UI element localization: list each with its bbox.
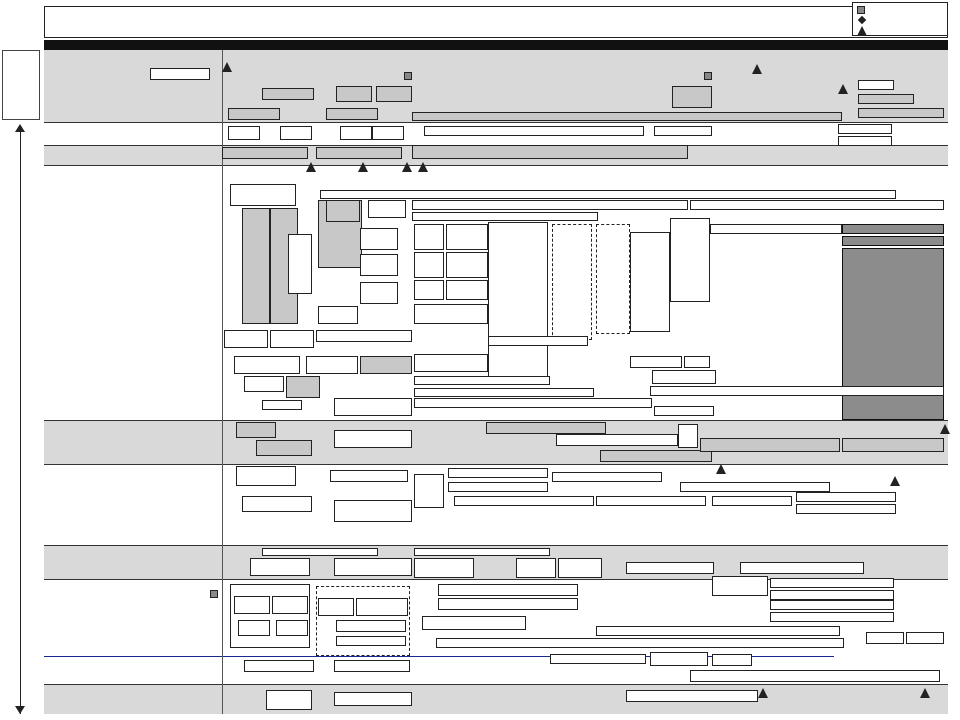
milestone-icon	[940, 424, 950, 434]
separator	[44, 165, 948, 166]
milestone-icon	[306, 162, 316, 172]
process-box	[414, 354, 488, 372]
process-box	[486, 422, 606, 434]
process-box	[454, 496, 594, 506]
legend-diamond-icon	[858, 16, 866, 24]
process-box	[356, 598, 408, 616]
process-box	[334, 558, 412, 576]
process-box	[414, 252, 444, 278]
process-box	[414, 558, 474, 578]
process-box	[414, 388, 594, 397]
process-box	[150, 68, 210, 80]
process-box	[228, 126, 260, 140]
process-box	[652, 370, 716, 384]
process-box	[334, 660, 410, 672]
process-box	[336, 636, 406, 646]
process-box	[318, 306, 358, 324]
separator	[44, 684, 948, 685]
process-box	[334, 398, 412, 416]
process-box	[414, 376, 550, 385]
process-box	[906, 632, 944, 644]
process-box	[680, 482, 830, 492]
process-box	[446, 280, 488, 300]
process-box	[320, 190, 896, 199]
process-box	[360, 228, 398, 250]
process-box	[412, 145, 688, 159]
milestone-icon	[716, 464, 726, 474]
process-box	[372, 126, 404, 140]
separator	[44, 545, 948, 546]
process-box	[412, 200, 688, 210]
process-box	[414, 280, 444, 300]
process-box	[842, 224, 944, 234]
process-box	[700, 438, 840, 452]
process-box	[842, 236, 944, 246]
process-box	[448, 468, 548, 478]
milestone-icon	[838, 84, 848, 94]
milestone-icon	[890, 476, 900, 486]
milestone-icon	[920, 688, 930, 698]
process-box	[596, 626, 840, 636]
process-box	[242, 496, 312, 512]
process-box	[556, 434, 678, 446]
header-area	[44, 6, 948, 38]
process-box	[446, 224, 488, 250]
phase-header-bar	[44, 40, 948, 50]
process-box	[318, 598, 354, 616]
process-box	[842, 438, 944, 452]
process-box	[286, 376, 320, 398]
process-box	[234, 596, 270, 614]
dashed-box	[552, 224, 592, 340]
process-box	[438, 584, 578, 596]
process-box	[438, 598, 578, 610]
process-box	[336, 620, 406, 632]
separator	[44, 420, 948, 421]
process-box	[626, 690, 758, 702]
process-box	[424, 126, 644, 136]
process-box	[288, 234, 312, 294]
process-box	[678, 424, 698, 448]
process-box	[600, 450, 712, 462]
process-box	[360, 254, 398, 276]
legend-milestone-icon	[857, 26, 867, 36]
milestone-icon	[358, 162, 368, 172]
process-box	[858, 94, 914, 104]
milestone-icon	[402, 162, 412, 172]
process-box	[230, 584, 310, 648]
process-box	[770, 600, 894, 610]
milestone-icon	[752, 64, 762, 74]
process-box	[712, 496, 792, 506]
process-box	[488, 336, 588, 346]
process-box	[838, 136, 892, 146]
process-box	[368, 200, 406, 218]
process-box	[650, 386, 944, 396]
process-box	[266, 690, 312, 710]
process-box	[684, 356, 710, 368]
process-box	[712, 576, 768, 596]
process-box	[558, 558, 602, 578]
axis-arrow-bottom-icon	[15, 706, 25, 714]
process-box	[336, 86, 372, 102]
process-box	[650, 652, 708, 666]
process-box	[690, 200, 944, 210]
process-box	[228, 108, 280, 120]
process-box	[262, 548, 378, 556]
process-box	[236, 466, 296, 486]
process-box	[222, 147, 308, 159]
process-box	[414, 398, 652, 408]
legend-bullet-icon	[857, 6, 865, 14]
process-box	[770, 612, 894, 622]
process-box	[414, 548, 550, 556]
process-box	[256, 440, 312, 456]
business-flow-bracket	[2, 50, 40, 120]
process-box	[770, 578, 894, 588]
process-box	[412, 212, 598, 221]
milestone-icon	[222, 62, 232, 72]
process-box	[552, 472, 662, 482]
process-box	[654, 406, 714, 416]
process-box	[672, 86, 712, 108]
band-sales	[44, 684, 948, 714]
process-box	[326, 200, 360, 222]
process-box	[414, 474, 444, 508]
process-box	[626, 562, 714, 574]
milestone-icon	[418, 162, 428, 172]
process-box	[412, 112, 842, 121]
process-box	[740, 562, 864, 574]
process-box	[280, 126, 312, 140]
process-box	[414, 224, 444, 250]
process-box	[334, 500, 412, 522]
process-box	[250, 558, 310, 576]
process-box	[242, 208, 270, 324]
process-box	[670, 218, 710, 302]
process-box	[446, 252, 488, 278]
process-box	[436, 638, 844, 648]
process-box	[334, 692, 412, 706]
process-box	[224, 330, 268, 348]
separator	[44, 464, 948, 465]
process-box	[712, 654, 752, 666]
process-box	[630, 356, 682, 368]
dashed-box	[596, 224, 630, 334]
process-box	[630, 232, 670, 332]
process-box	[326, 108, 378, 120]
process-box	[244, 376, 284, 392]
process-box	[230, 184, 296, 206]
process-box	[316, 147, 402, 159]
process-box	[360, 356, 412, 374]
process-box	[866, 632, 904, 644]
process-box	[330, 470, 408, 482]
process-box	[414, 304, 488, 324]
process-box	[858, 80, 894, 90]
process-box	[448, 482, 548, 492]
axis-arrow-top-icon	[15, 124, 25, 132]
bullet-icon	[704, 72, 712, 80]
process-box	[596, 496, 706, 506]
process-box	[710, 224, 842, 234]
process-box	[334, 430, 412, 448]
process-box	[360, 282, 398, 304]
process-box	[690, 670, 940, 682]
process-box	[422, 616, 526, 630]
process-box	[550, 654, 646, 664]
process-box	[262, 400, 302, 410]
separator	[44, 122, 948, 123]
function-flow-axis	[20, 128, 21, 714]
process-box	[654, 126, 712, 136]
process-box	[796, 492, 896, 502]
legend-box	[852, 2, 948, 36]
process-box	[244, 660, 314, 672]
process-box	[316, 330, 412, 342]
bullet-icon	[404, 72, 412, 80]
process-box	[770, 590, 894, 600]
process-box	[262, 88, 314, 100]
process-box	[838, 124, 892, 134]
bullet-icon	[210, 590, 218, 598]
process-box	[272, 596, 308, 614]
process-box	[488, 222, 548, 378]
process-box	[796, 504, 896, 514]
process-box	[270, 330, 314, 348]
milestone-icon	[758, 688, 768, 698]
process-box	[340, 126, 372, 140]
process-box	[276, 620, 308, 636]
process-box	[376, 86, 412, 102]
process-box	[858, 108, 944, 118]
process-box	[516, 558, 556, 578]
process-box	[306, 356, 358, 374]
process-box	[236, 422, 276, 438]
process-box	[234, 356, 300, 374]
process-box	[238, 620, 270, 636]
